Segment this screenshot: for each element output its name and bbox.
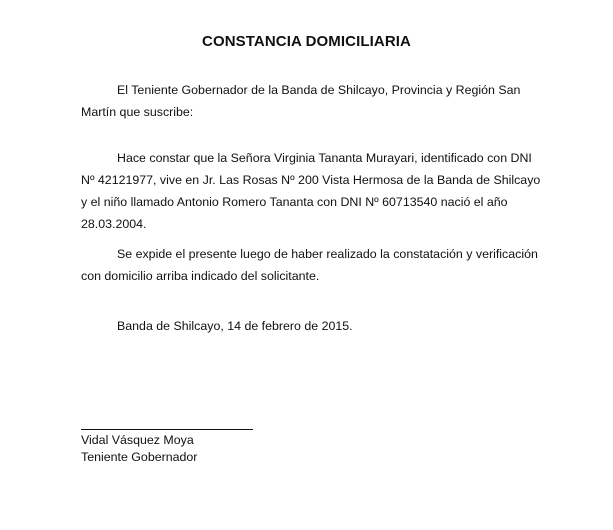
paragraph-date-text: Banda de Shilcayo, 14 de febrero de 2015. xyxy=(117,319,353,333)
paragraph-issuance xyxy=(81,243,541,287)
paragraph-issuance-text: Se expide el presente luego de haber realizado la constatación y verificación con domicilio arriba indicado del solicitante. xyxy=(81,247,538,283)
paragraph-certification-text: Hace constar que la Señora Virginia Tananta Murayari, identificado con DNI Nº 42121977, vive en Jr. Las Rosas Nº 200 Vista Hermosa de la Banda de Shilcayo y el niño llamado Antonio Romero Tananta con DNI Nº 60713540 nació el año 28.03.2004. xyxy=(81,151,541,231)
signer-role: Teniente Gobernador xyxy=(81,450,198,464)
paragraph-date xyxy=(81,315,541,337)
paragraph-certification xyxy=(81,147,541,235)
paragraph-intro xyxy=(81,79,541,123)
signer-name: Vidal Vásquez Moya xyxy=(81,433,194,447)
signature-line xyxy=(81,429,253,430)
paragraph-intro-text: El Teniente Gobernador de la Banda de Shilcayo, Provincia y Región San Martín que suscribe: xyxy=(81,83,521,119)
document-title: CONSTANCIA DOMICILIARIA xyxy=(202,33,411,50)
